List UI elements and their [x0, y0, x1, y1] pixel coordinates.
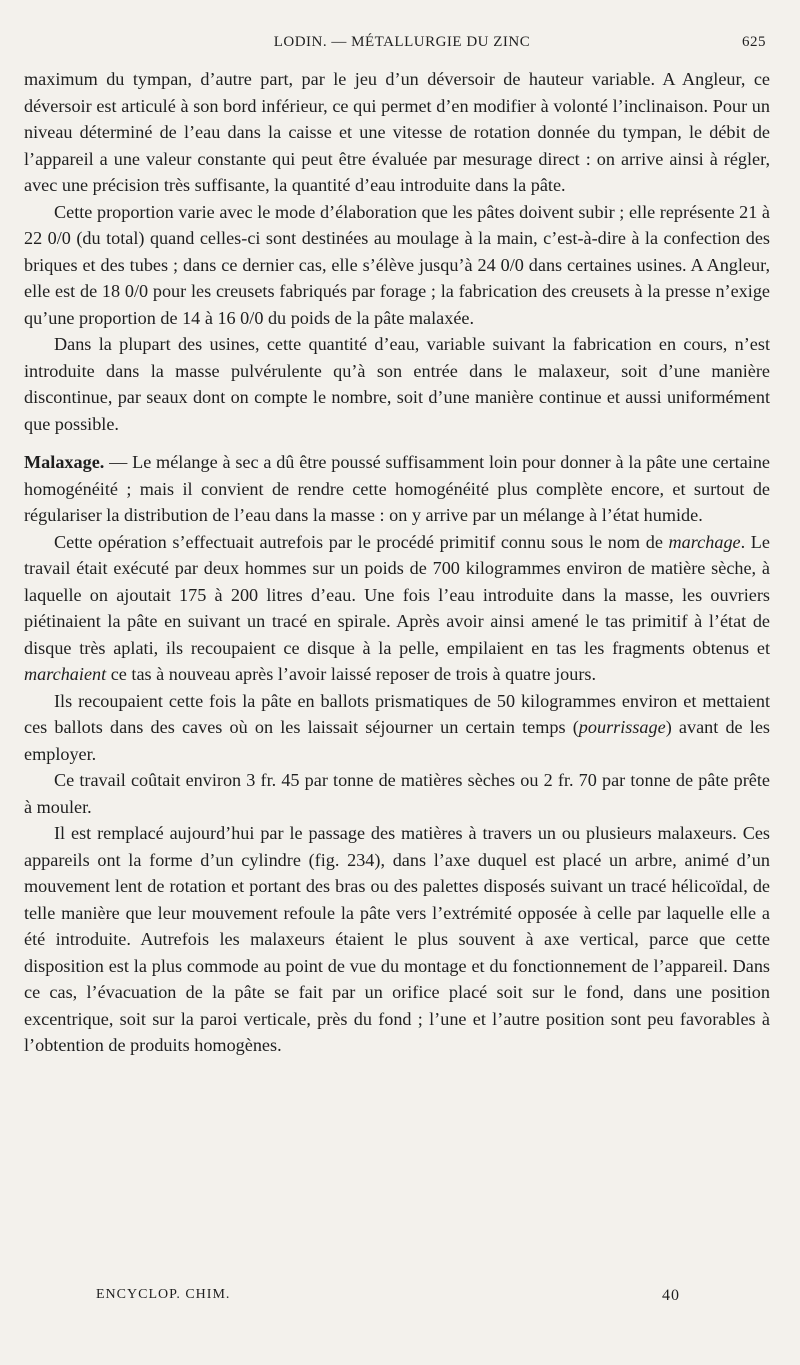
page-footer — [96, 1287, 680, 1307]
section-intro-text: — Le mélange à sec a dû être poussé suffisamment loin pour donner à la pâte une certaine homogénéité ; mais il convient de rendre cette homogénéité plus complète encore, et surtout de régulariser la distribution de l’eau dans la masse : on y arrive par un mélange à l’état humide. — [24, 452, 770, 525]
signature-mark: 40 — [662, 1287, 680, 1304]
paragraph-8: Il est remplacé aujourd’hui par le passage des matières à travers un ou plusieurs malaxeurs. Ces appareils ont la forme d’un cylindre (fig. 234), dans l’axe duquel est placé un arbre, animé d’un mouvement lent de rotation et portant des bras ou des palettes disposés suivant un tracé hélicoïdal, de telle manière que leur mouvement refoule la pâte vers l’extrémité opposée à celle par laquelle elle a été introduite. Autrefois les malaxeurs étaient le plus souvent à axe vertical, parce que cette disposition est la plus commode au point de vue du montage et du fonctionnement de l’appareil. Dans ce cas, l’évacuation de la pâte se fait par un orifice placé soit sur le fond, dans une position excentrique, soit sur la paroi verticale, près du fond ; l’une et l’autre position sont peu favorables à l’obtention de produits homogènes. — [24, 823, 770, 1055]
paragraph-7: Ce travail coûtait environ 3 fr. 45 par tonne de matières sèches ou 2 fr. 70 par tonne de pâte prête à mouler. — [24, 770, 770, 817]
section-malaxage — [24, 449, 770, 529]
footer-label: ENCYCLOP. CHIM. — [96, 1287, 231, 1302]
running-head-title: LODIN. — MÉTALLURGIE DU ZINC — [273, 34, 531, 50]
paragraph-2: Cette proportion varie avec le mode d’élaboration que les pâtes doivent subir ; elle représente 21 à 22 0/0 (du total) quand celles-ci sont destinées au moulage à la main, c’est-à-dire à la confection des briques et des tubes ; dans ce dernier cas, elle s’élève jusqu’à 24 0/0 dans certaines usines. A Angleur, elle est de 18 0/0 pour les creusets fabriqués par forage ; la fabrication des creusets à la presse n’exige qu’une proportion de 14 à 16 0/0 du poids de la pâte malaxée. — [24, 201, 770, 328]
paragraph-5-text-a: Cette opération s’effectuait autrefois par le procédé primitif connu sous le nom de — [54, 531, 669, 552]
body-text — [24, 66, 770, 1059]
paragraph-6-text-b: ) avant de les employer. — [24, 717, 770, 764]
paragraph-5-text-c: ce tas à nouveau après l’avoir laissé reposer de trois à quatre jours. — [106, 664, 597, 684]
paragraph-6-term-pourrissage: pourrissage — [578, 717, 666, 737]
paragraph-3: Dans la plupart des usines, cette quantité d’eau, variable suivant la fabrication en cours, n’est introduite dans la masse pulvérulente qu’à son entrée dans le malaxeur, soit d’une manière discontinue, par seaux dont on compte le nombre, soit d’une manière continue et aussi uniformément que possible. — [24, 334, 770, 434]
paragraph-5-text-b: . Le travail était exécuté par deux hommes sur un poids de 700 kilogrammes environ de matière sèche, à laquelle on ajoutait 175 à 200 litres d’eau. Une fois l’eau introduite dans la masse, les ouvriers piétinaient la pâte en suivant un tracé en spirale. Après avoir ainsi amené le tas primitif à l’état de disque très aplati, ils recoupaient ce disque à la pelle, empilaient en tas les fragments obtenus et — [24, 531, 770, 658]
paragraph-5-term-marchage: marchage — [668, 531, 741, 552]
paragraph-5-term-marchaient: marchaient — [24, 664, 107, 684]
paragraph-6-text-a: Ils recoupaient cette fois la pâte en ballots prismatiques de 50 kilogrammes environ et mettaient ces ballots dans des caves où on les laissait séjourner un certain temps ( — [24, 690, 770, 737]
running-head — [24, 34, 766, 54]
section-heading: Malaxage. — [24, 452, 105, 472]
paragraph-6 — [24, 688, 770, 768]
paragraph-5 — [24, 529, 770, 688]
paragraph-1: maximum du tympan, d’autre part, par le jeu d’un déversoir de hauteur variable. A Angleur, ce déversoir est articulé à son bord inférieur, ce qui permet d’en modifier à volonté l’inclinaison. Pour un niveau déterminé de l’eau dans la caisse et une vitesse de rotation donnée du tympan, le débit de l’appareil a une valeur constante qui peut être évaluée par mesurage direct : on arrive ainsi à régler, avec une précision très suffisante, la quantité d’eau introduite dans la pâte. — [24, 69, 770, 195]
page-number: 625 — [742, 34, 766, 50]
